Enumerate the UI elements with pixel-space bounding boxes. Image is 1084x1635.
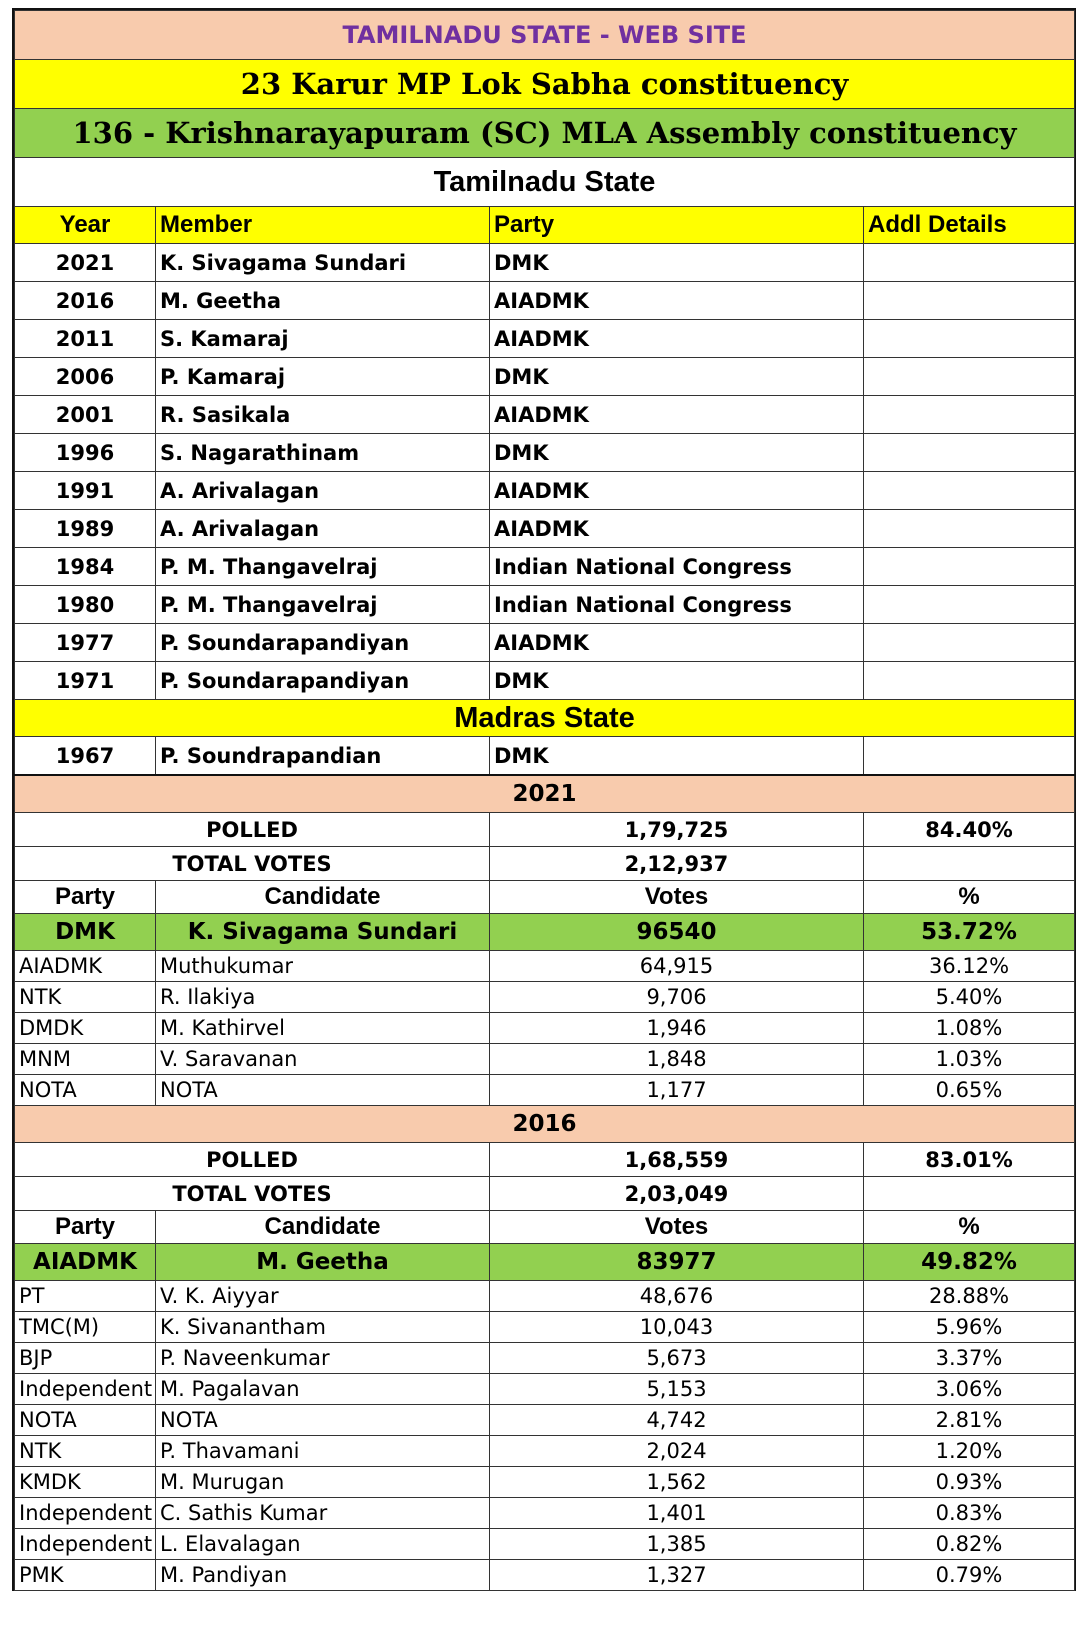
- candidate-name: L. Elavalagan: [156, 1529, 490, 1560]
- election-year-heading: 2016: [15, 1106, 1075, 1143]
- total-votes-label: TOTAL VOTES: [15, 1177, 490, 1211]
- polled-percent: 83.01%: [864, 1143, 1075, 1177]
- member-details: [864, 586, 1075, 624]
- total-votes-value: 2,12,937: [490, 847, 864, 881]
- member-row: [15, 282, 1075, 320]
- candidate-party: NTK: [15, 982, 156, 1013]
- member-name: S. Kamaraj: [156, 320, 490, 358]
- member-details: [864, 548, 1075, 586]
- total-votes-blank: [864, 1177, 1075, 1211]
- member-year: 1971: [15, 662, 156, 700]
- member-year: 2006: [15, 358, 156, 396]
- polled-row: [15, 1143, 1075, 1177]
- candidate-party: BJP: [15, 1343, 156, 1374]
- header-percent: %: [864, 1211, 1075, 1244]
- member-party: AIADMK: [490, 624, 864, 662]
- member-name: K. Sivagama Sundari: [156, 244, 490, 282]
- winner-votes: 83977: [490, 1244, 864, 1281]
- member-details: [864, 244, 1075, 282]
- member-name: P. Soundarapandiyan: [156, 662, 490, 700]
- header-candidate: Candidate: [156, 881, 490, 914]
- member-details: [864, 358, 1075, 396]
- member-year: 2011: [15, 320, 156, 358]
- member-party: DMK: [490, 662, 864, 700]
- header-percent: %: [864, 881, 1075, 914]
- candidate-party: TMC(M): [15, 1312, 156, 1343]
- candidate-percent: 3.06%: [864, 1374, 1075, 1405]
- member-row: [15, 320, 1075, 358]
- candidate-votes: 9,706: [490, 982, 864, 1013]
- total-votes-row: [15, 847, 1075, 881]
- candidate-party: AIADMK: [15, 951, 156, 982]
- member-details: [864, 434, 1075, 472]
- candidate-row: [15, 1529, 1075, 1560]
- candidate-name: Muthukumar: [156, 951, 490, 982]
- candidate-row: [15, 951, 1075, 982]
- candidate-votes: 1,946: [490, 1013, 864, 1044]
- member-party: Indian National Congress: [490, 548, 864, 586]
- polled-percent: 84.40%: [864, 813, 1075, 847]
- member-party: DMK: [490, 244, 864, 282]
- candidate-percent: 3.37%: [864, 1343, 1075, 1374]
- member-row: [15, 434, 1075, 472]
- member-year: 1980: [15, 586, 156, 624]
- results-header-row: [15, 881, 1075, 914]
- member-row: [15, 737, 1075, 776]
- winner-votes: 96540: [490, 914, 864, 951]
- candidate-percent: 0.83%: [864, 1498, 1075, 1529]
- member-details: [864, 737, 1075, 776]
- member-name: R. Sasikala: [156, 396, 490, 434]
- site-title: TAMILNADU STATE - WEB SITE: [15, 11, 1075, 60]
- candidate-row: [15, 1013, 1075, 1044]
- candidate-name: M. Pagalavan: [156, 1374, 490, 1405]
- candidate-party: MNM: [15, 1044, 156, 1075]
- member-year: 1989: [15, 510, 156, 548]
- election-year-heading: 2021: [15, 775, 1075, 813]
- member-row: [15, 624, 1075, 662]
- candidate-name: K. Sivanantham: [156, 1312, 490, 1343]
- candidate-percent: 5.96%: [864, 1312, 1075, 1343]
- member-year: 1977: [15, 624, 156, 662]
- candidate-percent: 1.20%: [864, 1436, 1075, 1467]
- candidate-percent: 28.88%: [864, 1281, 1075, 1312]
- candidate-party: Independent: [15, 1498, 156, 1529]
- header-member: Member: [156, 207, 490, 244]
- state-heading: Tamilnadu State: [15, 158, 1075, 207]
- winner-row: [15, 1244, 1075, 1281]
- member-row: [15, 358, 1075, 396]
- candidate-votes: 64,915: [490, 951, 864, 982]
- polled-label: POLLED: [15, 1143, 490, 1177]
- mla-constituency-title: 136 - Krishnarayapuram (SC) MLA Assembly constituency: [15, 109, 1075, 158]
- candidate-name: R. Ilakiya: [156, 982, 490, 1013]
- members-header-row: [15, 207, 1075, 244]
- total-votes-value: 2,03,049: [490, 1177, 864, 1211]
- candidate-name: V. Saravanan: [156, 1044, 490, 1075]
- constituency-sheet: [12, 8, 1076, 1591]
- member-name: S. Nagarathinam: [156, 434, 490, 472]
- member-party: AIADMK: [490, 282, 864, 320]
- candidate-name: P. Naveenkumar: [156, 1343, 490, 1374]
- header-votes: Votes: [490, 1211, 864, 1244]
- total-votes-label: TOTAL VOTES: [15, 847, 490, 881]
- election-year-row: [15, 775, 1075, 813]
- winner-party: AIADMK: [15, 1244, 156, 1281]
- candidate-percent: 0.65%: [864, 1075, 1075, 1106]
- candidate-votes: 5,673: [490, 1343, 864, 1374]
- polled-row: [15, 813, 1075, 847]
- candidate-votes: 1,385: [490, 1529, 864, 1560]
- member-row: [15, 472, 1075, 510]
- total-votes-row: [15, 1177, 1075, 1211]
- winner-row: [15, 914, 1075, 951]
- candidate-percent: 2.81%: [864, 1405, 1075, 1436]
- candidate-row: [15, 1343, 1075, 1374]
- winner-candidate: K. Sivagama Sundari: [156, 914, 490, 951]
- member-party: AIADMK: [490, 396, 864, 434]
- candidate-name: P. Thavamani: [156, 1436, 490, 1467]
- member-details: [864, 624, 1075, 662]
- candidate-percent: 1.03%: [864, 1044, 1075, 1075]
- candidate-row: [15, 1436, 1075, 1467]
- candidate-votes: 48,676: [490, 1281, 864, 1312]
- member-details: [864, 472, 1075, 510]
- candidate-name: NOTA: [156, 1405, 490, 1436]
- polled-label: POLLED: [15, 813, 490, 847]
- member-year: 1984: [15, 548, 156, 586]
- member-name: A. Arivalagan: [156, 472, 490, 510]
- member-year: 1996: [15, 434, 156, 472]
- mp-constituency-title: 23 Karur MP Lok Sabha constituency: [15, 60, 1075, 109]
- member-party: Indian National Congress: [490, 586, 864, 624]
- candidate-party: Independent: [15, 1529, 156, 1560]
- member-row: [15, 662, 1075, 700]
- candidate-name: M. Murugan: [156, 1467, 490, 1498]
- candidate-name: M. Pandiyan: [156, 1560, 490, 1591]
- member-year: 1967: [15, 737, 156, 776]
- member-party: DMK: [490, 737, 864, 776]
- member-year: 2021: [15, 244, 156, 282]
- candidate-votes: 1,401: [490, 1498, 864, 1529]
- candidate-votes: 1,327: [490, 1560, 864, 1591]
- member-party: AIADMK: [490, 320, 864, 358]
- header-votes: Votes: [490, 881, 864, 914]
- candidate-votes: 2,024: [490, 1436, 864, 1467]
- candidate-row: [15, 982, 1075, 1013]
- candidate-row: [15, 1075, 1075, 1106]
- candidate-percent: 5.40%: [864, 982, 1075, 1013]
- candidate-votes: 1,562: [490, 1467, 864, 1498]
- member-year: 2001: [15, 396, 156, 434]
- election-year-row: [15, 1106, 1075, 1143]
- member-year: 1991: [15, 472, 156, 510]
- member-row: [15, 548, 1075, 586]
- candidate-name: C. Sathis Kumar: [156, 1498, 490, 1529]
- member-name: P. Soundrapandian: [156, 737, 490, 776]
- member-name: P. M. Thangavelraj: [156, 586, 490, 624]
- candidate-party: DMDK: [15, 1013, 156, 1044]
- candidate-votes: 10,043: [490, 1312, 864, 1343]
- constituency-table: [14, 10, 1075, 1591]
- candidate-row: [15, 1467, 1075, 1498]
- candidate-row: [15, 1560, 1075, 1591]
- member-details: [864, 510, 1075, 548]
- member-row: [15, 244, 1075, 282]
- candidate-party: NOTA: [15, 1075, 156, 1106]
- candidate-row: [15, 1312, 1075, 1343]
- member-name: P. M. Thangavelraj: [156, 548, 490, 586]
- candidate-votes: 4,742: [490, 1405, 864, 1436]
- candidate-percent: 0.82%: [864, 1529, 1075, 1560]
- polled-value: 1,79,725: [490, 813, 864, 847]
- header-year: Year: [15, 207, 156, 244]
- candidate-party: KMDK: [15, 1467, 156, 1498]
- candidate-party: Independent: [15, 1374, 156, 1405]
- candidate-percent: 0.79%: [864, 1560, 1075, 1591]
- candidate-row: [15, 1498, 1075, 1529]
- polled-value: 1,68,559: [490, 1143, 864, 1177]
- candidate-row: [15, 1281, 1075, 1312]
- candidate-row: [15, 1044, 1075, 1075]
- candidate-votes: 5,153: [490, 1374, 864, 1405]
- member-row: [15, 510, 1075, 548]
- winner-candidate: M. Geetha: [156, 1244, 490, 1281]
- candidate-votes: 1,177: [490, 1075, 864, 1106]
- member-name: A. Arivalagan: [156, 510, 490, 548]
- candidate-party: NOTA: [15, 1405, 156, 1436]
- member-details: [864, 282, 1075, 320]
- winner-percent: 53.72%: [864, 914, 1075, 951]
- header-party: Party: [490, 207, 864, 244]
- candidate-row: [15, 1405, 1075, 1436]
- madras-state-heading: Madras State: [15, 700, 1075, 737]
- candidate-votes: 1,848: [490, 1044, 864, 1075]
- total-votes-blank: [864, 847, 1075, 881]
- member-name: M. Geetha: [156, 282, 490, 320]
- member-year: 2016: [15, 282, 156, 320]
- winner-percent: 49.82%: [864, 1244, 1075, 1281]
- member-name: P. Kamaraj: [156, 358, 490, 396]
- member-row: [15, 586, 1075, 624]
- candidate-percent: 36.12%: [864, 951, 1075, 982]
- candidate-row: [15, 1374, 1075, 1405]
- header-candidate: Candidate: [156, 1211, 490, 1244]
- candidate-name: NOTA: [156, 1075, 490, 1106]
- candidate-percent: 1.08%: [864, 1013, 1075, 1044]
- header-addl-details: Addl Details: [864, 207, 1075, 244]
- member-party: AIADMK: [490, 510, 864, 548]
- candidate-name: M. Kathirvel: [156, 1013, 490, 1044]
- member-details: [864, 396, 1075, 434]
- member-details: [864, 662, 1075, 700]
- member-details: [864, 320, 1075, 358]
- winner-party: DMK: [15, 914, 156, 951]
- candidate-party: PT: [15, 1281, 156, 1312]
- candidate-percent: 0.93%: [864, 1467, 1075, 1498]
- header-party: Party: [15, 881, 156, 914]
- member-party: DMK: [490, 434, 864, 472]
- header-party: Party: [15, 1211, 156, 1244]
- results-header-row: [15, 1211, 1075, 1244]
- member-party: AIADMK: [490, 472, 864, 510]
- member-name: P. Soundarapandiyan: [156, 624, 490, 662]
- member-party: DMK: [490, 358, 864, 396]
- candidate-party: NTK: [15, 1436, 156, 1467]
- candidate-party: PMK: [15, 1560, 156, 1591]
- member-row: [15, 396, 1075, 434]
- madras-heading-row: [15, 700, 1075, 737]
- candidate-name: V. K. Aiyyar: [156, 1281, 490, 1312]
